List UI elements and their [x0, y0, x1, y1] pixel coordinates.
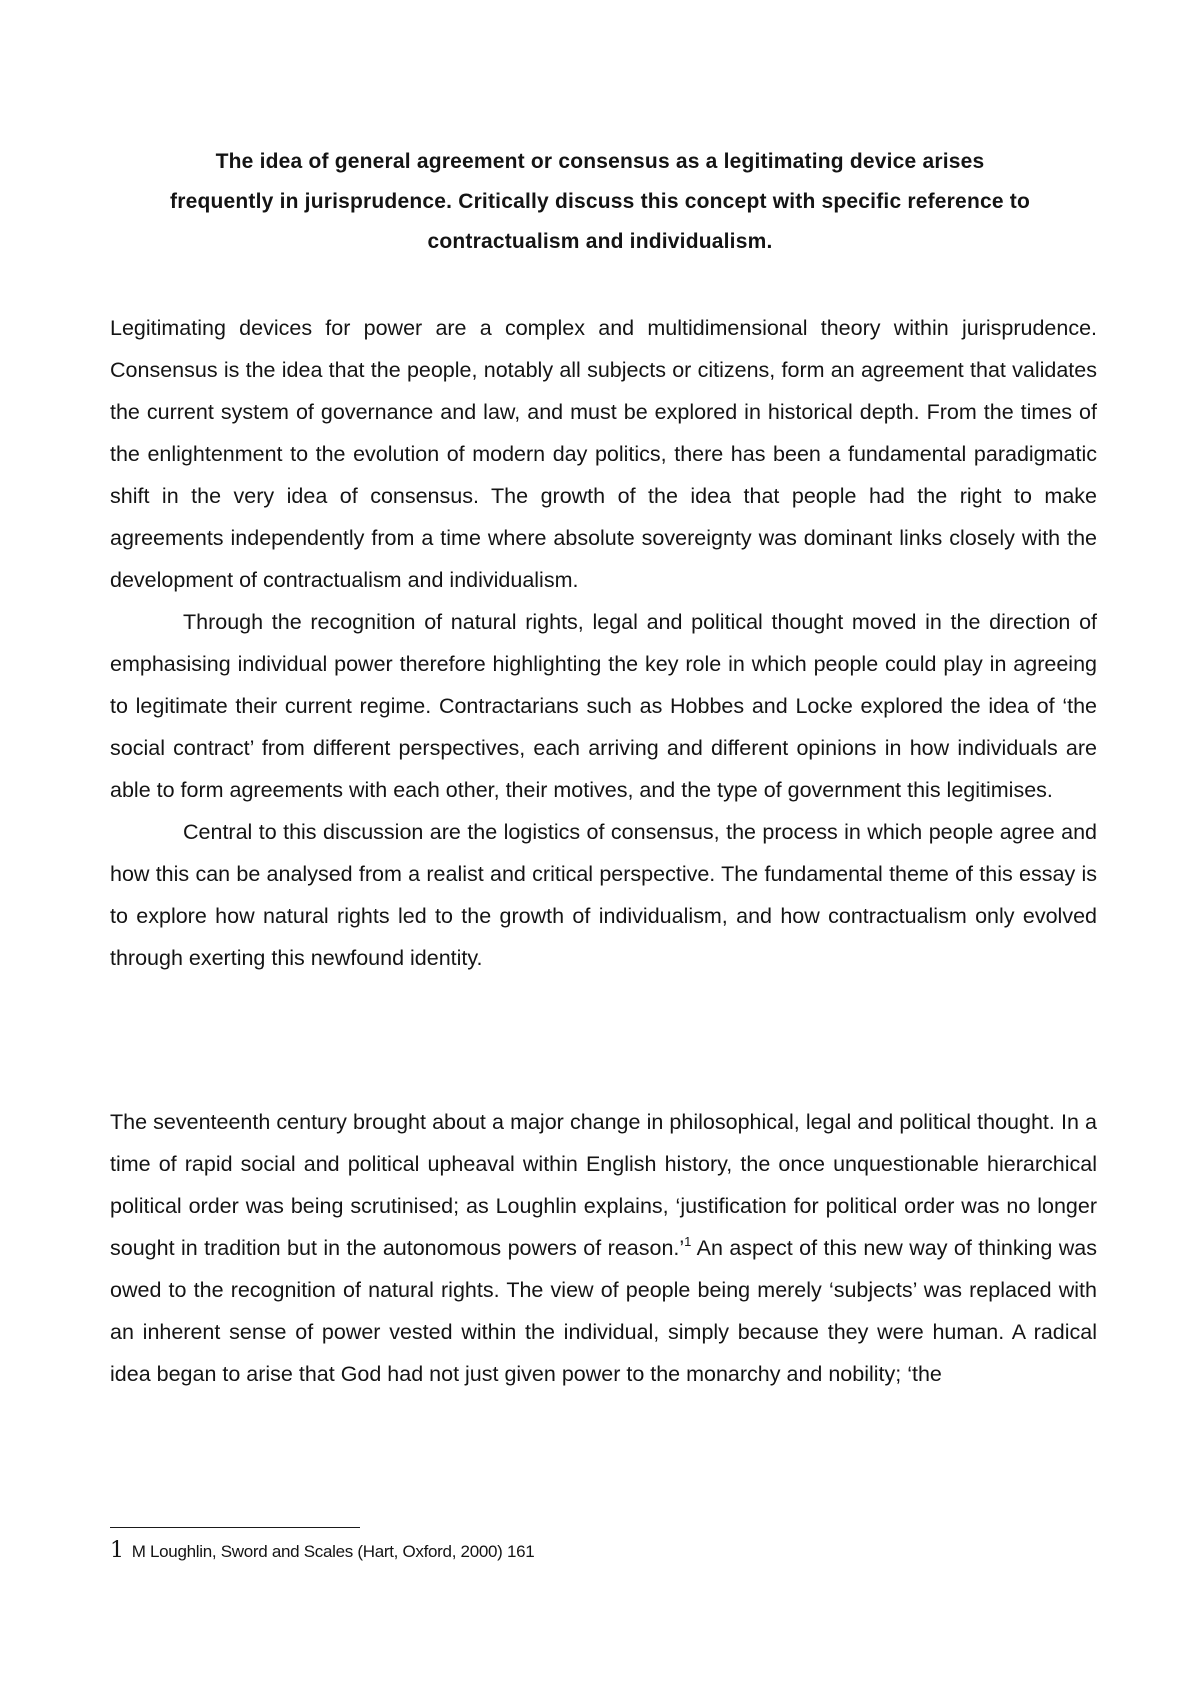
title-line: frequently in jurisprudence. Critically discuss this concept with specific reference to: [170, 190, 1030, 213]
paragraph-text-part: The seventeenth century brought about a major change in philosophical, legal and political thought. In a time of rapid social and political upheaval within English history, the once unquestionable hierarchical political order was being scrutinised; as Loughlin explains, ‘justification for political order was no longer sought in tradition but in the autonomous powers of reason.’: [110, 1110, 1097, 1260]
footnote-text: M Loughlin, Sword and Scales (Hart, Oxford, 2000) 161: [131, 1542, 535, 1561]
footnote-separator: [110, 1527, 360, 1528]
footnote-number: 1: [110, 1538, 124, 1563]
footnote-reference[interactable]: 1: [684, 1234, 692, 1249]
essay-title: [100, 142, 1100, 262]
title-line: The idea of general agreement or consensus as a legitimating device arises: [215, 150, 985, 173]
paragraph-text-part: An aspect of this new way of thinking was owed to the recognition of natural rights. The view of people being merely ‘subjects’ was replaced with an inherent sense of power vested within the individual, simply because they were human. A radical idea began to arise that God had not just given power to the monarchy and nobility; ‘the: [110, 1236, 1097, 1386]
paragraph-seventeenth-century: [110, 1101, 1097, 1395]
title-line: contractualism and individualism.: [427, 230, 773, 253]
footnote-item: [110, 1538, 534, 1565]
paragraph-intro: Legitimating devices for power are a complex and multidimensional theory within jurisprudence. Consensus is the idea that the people, notably all subjects or citizens, form an agreement that validates the current system of governance and law, and must be explored in historical depth. From the times of the enlightenment to the evolution of modern day politics, there has been a fundamental paradigmatic shift in the very idea of consensus. The growth of the idea that people had the right to make agreements independently from a time where absolute sovereignty was dominant links closely with the development of contractualism and individualism.: [110, 316, 1097, 592]
main-section: [110, 1101, 1097, 1395]
paragraph-logistics: Central to this discussion are the logistics of consensus, the process in which people agree and how this can be analysed from a realist and critical perspective. The fundamental theme of this essay is to explore how natural rights led to the growth of individualism, and how contractualism only evolved through exerting this newfound identity.: [110, 820, 1097, 970]
introduction: [110, 307, 1097, 979]
paragraph-natural-rights: Through the recognition of natural rights, legal and political thought moved in the direction of emphasising individual power therefore highlighting the key role in which people could play in agreeing to legitimate their current regime. Contractarians such as Hobbes and Locke explored the idea of ‘the social contract’ from different perspectives, each arriving and different opinions in how individuals are able to form agreements with each other, their motives, and the type of government this legitimises.: [110, 610, 1097, 802]
